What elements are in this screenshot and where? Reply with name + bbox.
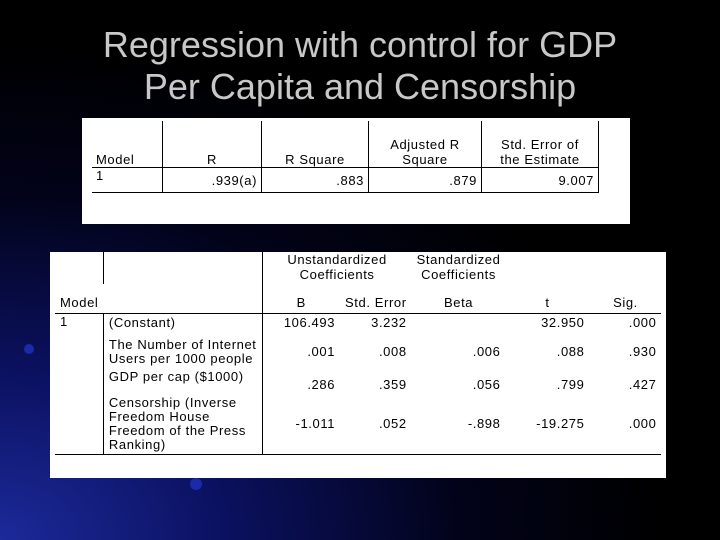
group-header-row [55, 252, 661, 284]
cell-predictor [103, 314, 262, 337]
header-unstandardized [262, 252, 412, 284]
cell-predictor [103, 394, 262, 455]
header-label: Standardized [416, 252, 501, 267]
cell-r: .939(a) [163, 168, 262, 193]
slide-title [0, 24, 720, 108]
header-model [92, 121, 163, 168]
table-row [92, 168, 599, 193]
cell-t: -19.275 [505, 394, 589, 455]
cell-predictor [103, 368, 262, 394]
predictor-label: Censorship (Inverse [108, 395, 237, 410]
cell-b: 106.493 [283, 315, 336, 330]
cell-std-error: .052 [340, 394, 412, 455]
header-b: B [262, 284, 340, 314]
model-summary-panel [82, 118, 630, 224]
predictor-label: Users per 1000 people [108, 351, 254, 366]
cell-std-error: 9.007 [482, 168, 599, 193]
header-std-error-estimate [482, 121, 599, 168]
cell-sig: .930 [628, 344, 657, 359]
cell-model: 1 [92, 168, 163, 193]
column-header-row [55, 284, 661, 314]
header-model: Model [55, 284, 103, 314]
header-label: R Square [285, 152, 345, 167]
cell-adj-r-square: .879 [369, 168, 482, 193]
header-label: Model [96, 152, 135, 167]
cell-std-error: .008 [378, 344, 407, 359]
table-header-row [92, 121, 599, 168]
table-row [55, 368, 661, 394]
cell-beta: .056 [472, 377, 501, 392]
header-r [163, 121, 262, 168]
cell-predictor [103, 336, 262, 368]
cell-beta [412, 314, 506, 337]
cell-std-error: .359 [378, 377, 407, 392]
coefficients-panel [50, 252, 666, 478]
header-adjusted-r-square [369, 121, 482, 168]
header-t: t [505, 284, 589, 314]
cell-b: -1.011 [262, 394, 340, 455]
header-r-square [262, 121, 369, 168]
decorative-dot [24, 344, 34, 354]
header-sig: Sig. [589, 284, 661, 314]
cell-model-number: 1 [55, 314, 103, 455]
cell-b: .286 [307, 377, 336, 392]
cell-t: .799 [556, 377, 585, 392]
cell-std-error: 3.232 [371, 315, 407, 330]
cell-b: .001 [307, 344, 336, 359]
decorative-dot [190, 478, 202, 490]
predictor-label: Freedom House [108, 409, 210, 424]
header-std-error: Std. Error [340, 284, 412, 314]
header-label: Square [402, 152, 448, 167]
predictor-label: (Constant) [108, 315, 176, 330]
title-line: Per Capita and Censorship [143, 66, 577, 107]
title-line: Regression with control for GDP [102, 24, 618, 65]
cell-t: 32.950 [541, 315, 585, 330]
header-label: Std. Error of [501, 137, 579, 152]
header-beta: Beta [412, 284, 506, 314]
cell-beta: -.898 [412, 394, 506, 455]
cell-sig: .000 [628, 315, 657, 330]
cell-t: .088 [556, 344, 585, 359]
header-label: the Estimate [500, 152, 580, 167]
predictor-label: Freedom of the Press [108, 423, 246, 438]
table-row [55, 336, 661, 368]
table-row [55, 394, 661, 455]
model-summary-table [92, 121, 599, 193]
predictor-label: Ranking) [108, 437, 166, 452]
header-label: Adjusted R [390, 137, 460, 152]
header-label: Unstandardized [287, 252, 387, 267]
header-label: Coefficients [299, 267, 375, 282]
cell-r-square: .883 [262, 168, 369, 193]
header-label: Coefficients [421, 267, 496, 282]
table-row [55, 314, 661, 337]
coefficients-table [55, 252, 661, 455]
predictor-label: GDP per cap ($1000) [108, 369, 244, 384]
predictor-label: The Number of Internet [108, 337, 257, 352]
cell-beta: .006 [472, 344, 501, 359]
cell-sig: .427 [628, 377, 657, 392]
header-standardized [412, 252, 506, 284]
header-label: R [207, 152, 217, 167]
cell-sig: .000 [589, 394, 661, 455]
